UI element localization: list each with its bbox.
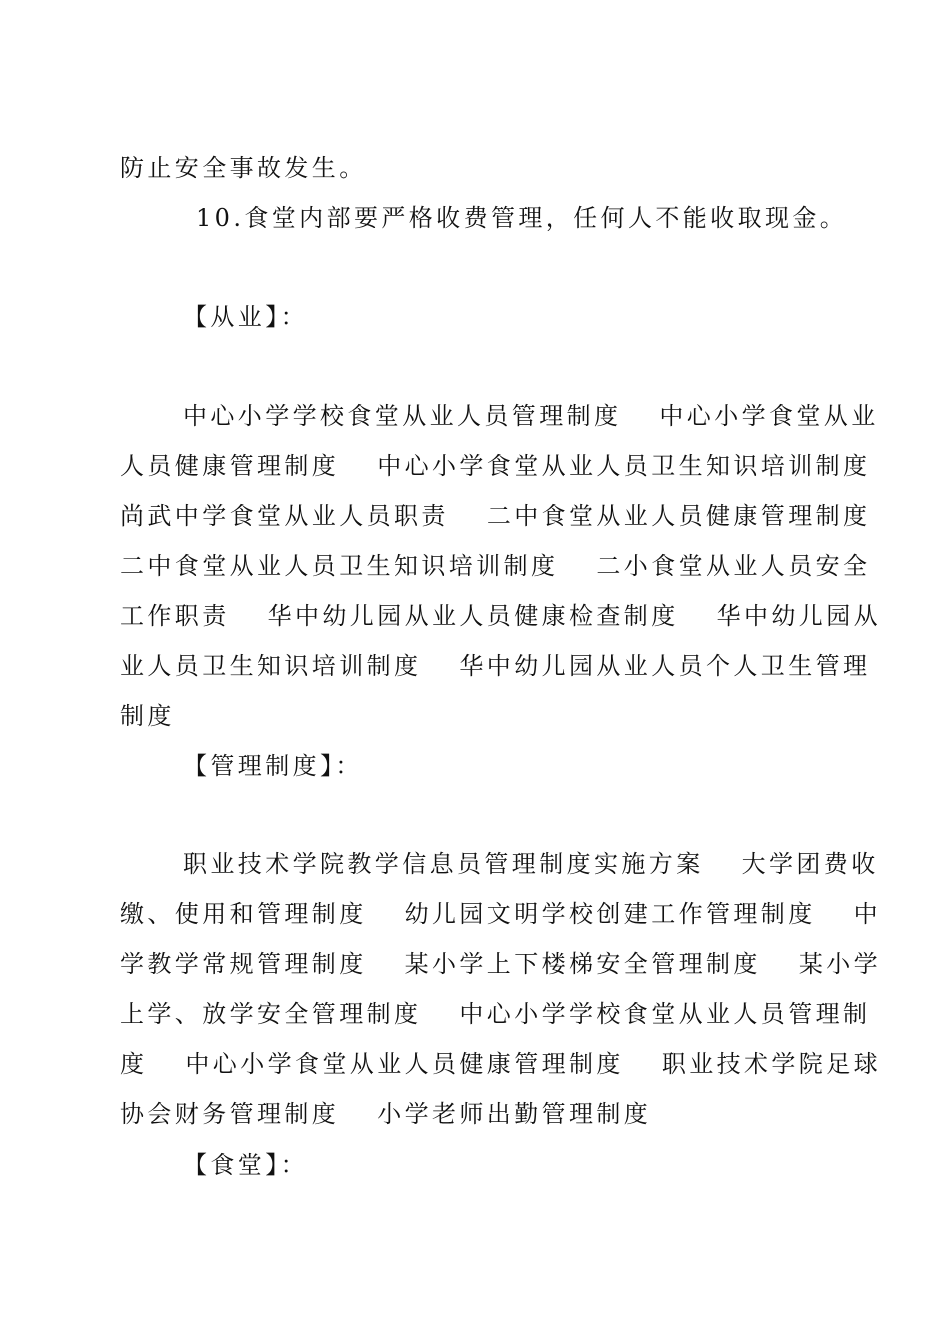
link-item[interactable]: 协会财务管理制度 (120, 1100, 340, 1128)
paragraph-line (120, 1099, 651, 1129)
section-heading-guanli: 【管理制度】： (183, 752, 363, 780)
link-item[interactable]: 职业技术学院教学信息员管理制度实施方案 (183, 850, 704, 878)
list-item-10: 10.食堂内部要严格收费管理，任何人不能收取现金。 (196, 204, 848, 232)
link-item[interactable]: 职业技术学院足球 (661, 1050, 882, 1078)
paragraph-line: 防止安全事故发生。 (120, 154, 367, 182)
link-item[interactable]: 中心小学食堂从业 (659, 402, 879, 430)
link-item[interactable]: 二中食堂从业人员卫生知识培训制度 (120, 552, 559, 580)
link-item[interactable]: 工作职责 (120, 602, 230, 630)
section-heading-shitang: 【食堂】： (183, 1151, 308, 1179)
paragraph-line (120, 949, 881, 979)
link-item[interactable]: 华中幼儿园从业人员健康检查制度 (267, 602, 679, 630)
paragraph-line (120, 701, 175, 731)
link-item[interactable]: 中心小学学校食堂从业人员管理制度 (183, 402, 622, 430)
paragraph-line (120, 501, 870, 531)
link-item[interactable]: 小学老师出勤管理制度 (377, 1100, 652, 1128)
link-item[interactable]: 业人员卫生知识培训制度 (120, 652, 422, 680)
paragraph-line (120, 601, 881, 631)
link-item[interactable]: 学教学常规管理制度 (120, 950, 367, 978)
link-item[interactable]: 某小学上下楼梯安全管理制度 (404, 950, 761, 978)
link-item[interactable]: 度 (120, 1050, 148, 1078)
link-item[interactable]: 中心小学食堂从业人员卫生知识培训制度 (377, 452, 871, 480)
paragraph-line (120, 999, 870, 1029)
paragraph-line (120, 551, 870, 581)
section-heading-congye: 【从业】： (183, 303, 308, 331)
link-item[interactable]: 二中食堂从业人员健康管理制度 (486, 502, 871, 530)
link-item[interactable]: 人员健康管理制度 (120, 452, 340, 480)
paragraph-line (120, 1049, 881, 1079)
link-item[interactable]: 缴、使用和管理制度 (120, 900, 367, 928)
link-item[interactable]: 中心小学学校食堂从业人员管理制 (459, 1000, 871, 1028)
link-item[interactable]: 上学、放学安全管理制度 (120, 1000, 422, 1028)
link-item[interactable]: 制度 (120, 702, 175, 730)
paragraph-line (120, 651, 870, 681)
link-item[interactable]: 华中幼儿园从业人员个人卫生管理 (459, 652, 871, 680)
link-item[interactable]: 二小食堂从业人员安全 (596, 552, 871, 580)
paragraph-line (183, 849, 879, 879)
paragraph-line (120, 451, 870, 481)
paragraph-line (183, 401, 879, 431)
paragraph-line (120, 899, 881, 929)
link-item[interactable]: 尚武中学食堂从业人员职责 (120, 502, 449, 530)
link-item[interactable]: 华中幼儿园从 (716, 602, 882, 630)
link-item[interactable]: 中心小学食堂从业人员健康管理制度 (185, 1050, 624, 1078)
link-item[interactable]: 某小学 (798, 950, 882, 978)
link-item[interactable]: 中 (853, 900, 882, 928)
link-item[interactable]: 大学团费收 (741, 850, 879, 878)
link-item[interactable]: 幼儿园文明学校创建工作管理制度 (404, 900, 816, 928)
